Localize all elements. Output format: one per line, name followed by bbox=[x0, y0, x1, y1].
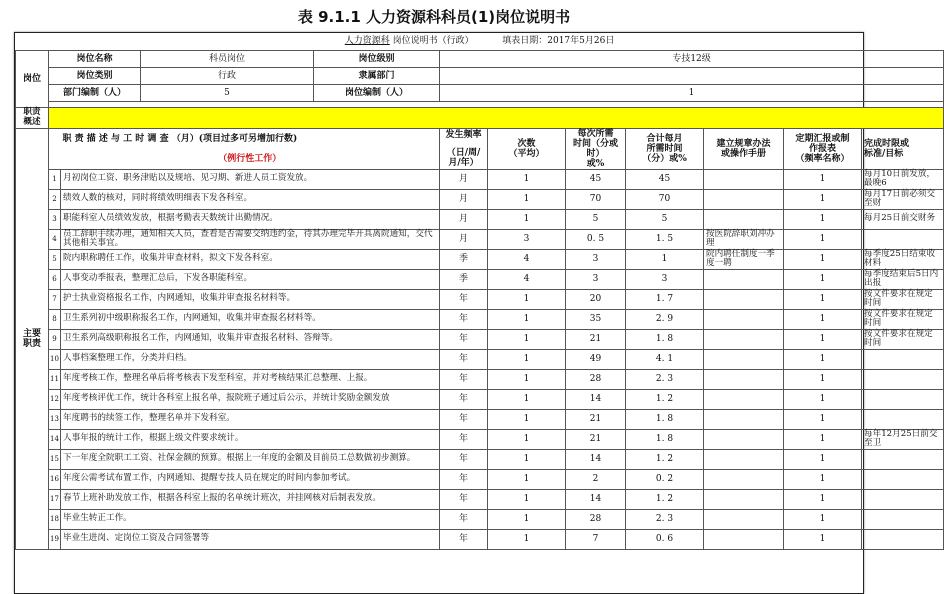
deadline-header: 完成时限或 标准/目标 bbox=[862, 128, 944, 169]
post-type-value: 行政 bbox=[141, 67, 314, 84]
task-each: 0. 5 bbox=[566, 229, 626, 249]
task-times: 1 bbox=[488, 189, 566, 209]
task-rule bbox=[704, 409, 784, 429]
task-total: 45 bbox=[626, 169, 704, 189]
row-number: 8 bbox=[49, 309, 61, 329]
section-label-post: 岗位 bbox=[16, 50, 49, 107]
freq-header-title: 发生频率 bbox=[445, 129, 482, 140]
dept-label: 隶属部门 bbox=[314, 67, 440, 84]
task-report: 1 bbox=[784, 289, 862, 309]
task-report: 1 bbox=[784, 529, 862, 549]
table-row bbox=[16, 189, 944, 209]
task-total: 1. 8 bbox=[626, 329, 704, 349]
task-deadline: 每季度25日结束收材料 bbox=[862, 249, 944, 269]
task-times: 1 bbox=[488, 309, 566, 329]
task-report: 1 bbox=[784, 389, 862, 409]
task-each: 14 bbox=[566, 389, 626, 409]
form-title-row bbox=[16, 33, 944, 50]
task-rule bbox=[704, 369, 784, 389]
post-level-value: 专技12级 bbox=[440, 50, 944, 67]
row-number: 17 bbox=[49, 489, 61, 509]
task-freq: 年 bbox=[440, 389, 488, 409]
section-label-main: 主要 职责 bbox=[16, 128, 49, 549]
task-freq: 年 bbox=[440, 449, 488, 469]
task-deadline bbox=[862, 369, 944, 389]
row-number: 14 bbox=[49, 429, 61, 449]
table-row bbox=[16, 489, 944, 509]
task-total: 1. 5 bbox=[626, 229, 704, 249]
task-desc: 院内职称聘任工作，收集并审查材料，拟文下发各科室。 bbox=[61, 249, 440, 269]
task-deadline: 每月10日前发放，最晚6 bbox=[862, 169, 944, 189]
post-level-label: 岗位级别 bbox=[314, 50, 440, 67]
task-total: 1. 2 bbox=[626, 389, 704, 409]
task-each: 2 bbox=[566, 469, 626, 489]
freq-header bbox=[440, 128, 488, 169]
task-total: 1 bbox=[626, 249, 704, 269]
task-deadline bbox=[862, 449, 944, 469]
task-report: 1 bbox=[784, 329, 862, 349]
task-times: 1 bbox=[488, 449, 566, 469]
task-total: 4. 1 bbox=[626, 349, 704, 369]
task-subheader: （例行性工作） bbox=[61, 149, 440, 170]
task-each: 21 bbox=[566, 429, 626, 449]
table-row bbox=[16, 449, 944, 469]
row-number: 10 bbox=[49, 349, 61, 369]
table-row bbox=[16, 389, 944, 409]
task-freq: 年 bbox=[440, 509, 488, 529]
task-report: 1 bbox=[784, 209, 862, 229]
task-rule bbox=[704, 529, 784, 549]
task-deadline: 每年12月25日前交至卫 bbox=[862, 429, 944, 449]
task-total: 1. 7 bbox=[626, 289, 704, 309]
task-desc: 春节上班补助发放工作，根据各科室上报的名单统计班次，并挂网核对后制表发放。 bbox=[61, 489, 440, 509]
task-times: 1 bbox=[488, 489, 566, 509]
task-total: 0. 6 bbox=[626, 529, 704, 549]
task-deadline: 按文件要求在规定时间 bbox=[862, 289, 944, 309]
task-report: 1 bbox=[784, 349, 862, 369]
task-rule bbox=[704, 389, 784, 409]
task-rule bbox=[704, 209, 784, 229]
task-report: 1 bbox=[784, 229, 862, 249]
task-each: 20 bbox=[566, 289, 626, 309]
task-desc: 年度公需考试布置工作，内网通知、提醒专技人员在规定的时间内参加考试。 bbox=[61, 469, 440, 489]
row-number: 13 bbox=[49, 409, 61, 429]
row-number: 12 bbox=[49, 389, 61, 409]
report-header: 定期汇报或制 作报表 （频率名称） bbox=[784, 128, 862, 169]
task-freq: 年 bbox=[440, 409, 488, 429]
task-times: 4 bbox=[488, 249, 566, 269]
task-desc: 员工辞职手续办理，通知相关人员，查看是否需要交纳违约金，待其办理完毕开具离院通知，交代其他相关事宜。 bbox=[61, 229, 440, 249]
freq-header-sub: （日/周/月/年） bbox=[446, 147, 481, 168]
task-report: 1 bbox=[784, 449, 862, 469]
task-each: 49 bbox=[566, 349, 626, 369]
task-freq: 年 bbox=[440, 329, 488, 349]
task-freq: 月 bbox=[440, 169, 488, 189]
task-report: 1 bbox=[784, 269, 862, 289]
row-number: 5 bbox=[49, 249, 61, 269]
task-freq: 月 bbox=[440, 229, 488, 249]
task-freq: 月 bbox=[440, 209, 488, 229]
post-name-label: 岗位名称 bbox=[49, 50, 141, 67]
row-number: 18 bbox=[49, 509, 61, 529]
task-each: 70 bbox=[566, 189, 626, 209]
task-desc: 卫生系列初中级职称报名工作，内网通知，收集并审查报名材料等。 bbox=[61, 309, 440, 329]
task-desc: 人事变动季报表，整理汇总后，下发各职能科室。 bbox=[61, 269, 440, 289]
table-row bbox=[16, 349, 944, 369]
task-times: 1 bbox=[488, 169, 566, 189]
row-number: 6 bbox=[49, 269, 61, 289]
task-total: 2. 3 bbox=[626, 509, 704, 529]
task-rule bbox=[704, 349, 784, 369]
task-deadline: 每季度结束后5日内出报 bbox=[862, 269, 944, 289]
table-row bbox=[16, 429, 944, 449]
row-number: 3 bbox=[49, 209, 61, 229]
table-row bbox=[16, 249, 944, 269]
task-freq: 季 bbox=[440, 249, 488, 269]
task-times: 4 bbox=[488, 269, 566, 289]
task-report: 1 bbox=[784, 429, 862, 449]
task-deadline bbox=[862, 229, 944, 249]
task-times: 1 bbox=[488, 509, 566, 529]
task-times: 1 bbox=[488, 329, 566, 349]
task-times: 1 bbox=[488, 389, 566, 409]
table-row bbox=[16, 229, 944, 249]
table-caption: 表 9.1.1 人力资源科科员(1)岗位说明书 bbox=[297, 8, 571, 26]
task-deadline: 按文件要求在规定时间 bbox=[862, 309, 944, 329]
task-deadline: 每月25日前交财务 bbox=[862, 209, 944, 229]
dept-value bbox=[440, 67, 944, 84]
table-row bbox=[16, 289, 944, 309]
dept-staff-value: 5 bbox=[141, 84, 314, 101]
task-each: 28 bbox=[566, 369, 626, 389]
task-desc: 护士执业资格报名工作，内网通知，收集并审查报名材料等。 bbox=[61, 289, 440, 309]
task-report: 1 bbox=[784, 369, 862, 389]
task-freq: 月 bbox=[440, 189, 488, 209]
task-report: 1 bbox=[784, 169, 862, 189]
fill-date: 填表日期：2017年5月26日 bbox=[502, 36, 615, 47]
table-row bbox=[16, 509, 944, 529]
task-deadline bbox=[862, 509, 944, 529]
task-each: 5 bbox=[566, 209, 626, 229]
task-freq: 年 bbox=[440, 289, 488, 309]
task-desc: 人事档案整理工作，分类并归档。 bbox=[61, 349, 440, 369]
row-number: 2 bbox=[49, 189, 61, 209]
post-staff-label: 岗位编制（人） bbox=[314, 84, 440, 101]
task-total: 1. 2 bbox=[626, 449, 704, 469]
task-desc: 年度聘书的续签工作，整理名单并下发科室。 bbox=[61, 409, 440, 429]
task-total: 70 bbox=[626, 189, 704, 209]
task-report: 1 bbox=[784, 309, 862, 329]
task-rule bbox=[704, 289, 784, 309]
task-total: 0. 2 bbox=[626, 469, 704, 489]
table-row bbox=[16, 309, 944, 329]
task-deadline bbox=[862, 469, 944, 489]
task-deadline bbox=[862, 389, 944, 409]
task-desc: 职能科室人员绩效发放，根据考勤表天数统计出勤情况。 bbox=[61, 209, 440, 229]
task-deadline bbox=[862, 409, 944, 429]
dept-name: 人力资源科 bbox=[344, 36, 390, 47]
post-name-value: 科员岗位 bbox=[141, 50, 314, 67]
task-rule bbox=[704, 329, 784, 349]
task-rule bbox=[704, 429, 784, 449]
task-report: 1 bbox=[784, 469, 862, 489]
task-total: 1. 8 bbox=[626, 429, 704, 449]
task-deadline: 按文件要求在规定时间 bbox=[862, 329, 944, 349]
task-freq: 季 bbox=[440, 269, 488, 289]
table-row bbox=[16, 209, 944, 229]
task-desc: 毕业生进岗、定岗位工资及合同签署等 bbox=[61, 529, 440, 549]
job-description-table bbox=[15, 33, 944, 550]
task-freq: 年 bbox=[440, 529, 488, 549]
task-report: 1 bbox=[784, 409, 862, 429]
task-desc: 毕业生转正工作。 bbox=[61, 509, 440, 529]
task-times: 1 bbox=[488, 369, 566, 389]
row-number: 1 bbox=[49, 169, 61, 189]
task-times: 1 bbox=[488, 469, 566, 489]
summary-highlight bbox=[49, 107, 944, 128]
task-desc: 卫生系列高级职称报名工作，内网通知，收集并审查报名材料、答辩等。 bbox=[61, 329, 440, 349]
row-number: 9 bbox=[49, 329, 61, 349]
task-each: 7 bbox=[566, 529, 626, 549]
post-staff-value: 1 bbox=[440, 84, 944, 101]
task-freq: 年 bbox=[440, 309, 488, 329]
task-times: 1 bbox=[488, 429, 566, 449]
task-total: 2. 3 bbox=[626, 369, 704, 389]
table-row bbox=[16, 329, 944, 349]
task-deadline bbox=[862, 489, 944, 509]
task-freq: 年 bbox=[440, 429, 488, 449]
task-rule: 按医院辞职刘冲办理 bbox=[704, 229, 784, 249]
task-desc: 年度考核工作，整理名单后将考核表下发至科室，并对考核结果汇总整理、上报。 bbox=[61, 369, 440, 389]
task-each: 21 bbox=[566, 329, 626, 349]
table-row bbox=[16, 369, 944, 389]
task-total: 1. 2 bbox=[626, 489, 704, 509]
task-desc: 绩效人数的核对，同时将绩效明细表下发各科室。 bbox=[61, 189, 440, 209]
task-times: 1 bbox=[488, 529, 566, 549]
dept-staff-label: 部门编制（人） bbox=[49, 84, 141, 101]
task-report: 1 bbox=[784, 189, 862, 209]
task-total: 2. 9 bbox=[626, 309, 704, 329]
task-rule bbox=[704, 169, 784, 189]
task-total: 1. 8 bbox=[626, 409, 704, 429]
task-rule bbox=[704, 269, 784, 289]
task-report: 1 bbox=[784, 509, 862, 529]
task-rule bbox=[704, 189, 784, 209]
job-description-sheet bbox=[14, 32, 939, 594]
times-header: 次数 （平均） bbox=[488, 128, 566, 169]
task-each: 14 bbox=[566, 449, 626, 469]
task-each: 14 bbox=[566, 489, 626, 509]
task-deadline bbox=[862, 529, 944, 549]
task-report: 1 bbox=[784, 249, 862, 269]
task-times: 1 bbox=[488, 409, 566, 429]
post-type-label: 岗位类别 bbox=[49, 67, 141, 84]
task-total: 5 bbox=[626, 209, 704, 229]
task-deadline: 每月17日前必须交至财 bbox=[862, 189, 944, 209]
section-label-summary: 职责 概述 bbox=[16, 107, 49, 128]
table-row bbox=[16, 409, 944, 429]
task-desc: 年度考核评优工作，统计各科室上报名单，报院班子通过后公示，并统计奖励金额发放 bbox=[61, 389, 440, 409]
task-times: 3 bbox=[488, 229, 566, 249]
task-times: 1 bbox=[488, 349, 566, 369]
task-rule bbox=[704, 449, 784, 469]
table-row bbox=[16, 269, 944, 289]
task-each: 3 bbox=[566, 249, 626, 269]
table-row bbox=[16, 529, 944, 549]
task-each: 45 bbox=[566, 169, 626, 189]
task-desc: 人事年报的统计工作，根据上级文件要求统计。 bbox=[61, 429, 440, 449]
task-desc: 月初岗位工资、职务津贴以及规培、见习期、新进人员工资发放。 bbox=[61, 169, 440, 189]
task-freq: 年 bbox=[440, 489, 488, 509]
row-number: 19 bbox=[49, 529, 61, 549]
rule-header: 建立规章办法 或操作手册 bbox=[704, 128, 784, 169]
task-header: 职 责 描 述 与 工 时 调 查 （月）(项目过多可另增加行数) bbox=[61, 128, 440, 149]
task-deadline bbox=[862, 349, 944, 369]
row-number: 16 bbox=[49, 469, 61, 489]
task-report: 1 bbox=[784, 489, 862, 509]
table-row bbox=[16, 169, 944, 189]
row-number: 15 bbox=[49, 449, 61, 469]
task-each: 21 bbox=[566, 409, 626, 429]
task-times: 1 bbox=[488, 289, 566, 309]
task-desc: 下一年度全院职工工资、社保金额的预算。根据上一年度的金额及目前员工总数做初步测算。 bbox=[61, 449, 440, 469]
task-rule bbox=[704, 309, 784, 329]
form-title-suffix: 岗位说明书（行政） bbox=[392, 36, 474, 47]
row-number: 7 bbox=[49, 289, 61, 309]
task-rule bbox=[704, 469, 784, 489]
task-rule bbox=[704, 509, 784, 529]
row-number: 4 bbox=[49, 229, 61, 249]
row-number: 11 bbox=[49, 369, 61, 389]
task-each: 3 bbox=[566, 269, 626, 289]
task-freq: 年 bbox=[440, 369, 488, 389]
task-freq: 年 bbox=[440, 469, 488, 489]
task-rule: 院内聘任制度一季度一聘 bbox=[704, 249, 784, 269]
task-times: 1 bbox=[488, 209, 566, 229]
task-freq: 年 bbox=[440, 349, 488, 369]
each-header: 每次所需 时间（分或时） 或% bbox=[566, 128, 626, 169]
task-total: 3 bbox=[626, 269, 704, 289]
task-rule bbox=[704, 489, 784, 509]
table-row bbox=[16, 469, 944, 489]
task-each: 28 bbox=[566, 509, 626, 529]
task-each: 35 bbox=[566, 309, 626, 329]
total-header: 合计每月 所需时间 （分）或% bbox=[626, 128, 704, 169]
